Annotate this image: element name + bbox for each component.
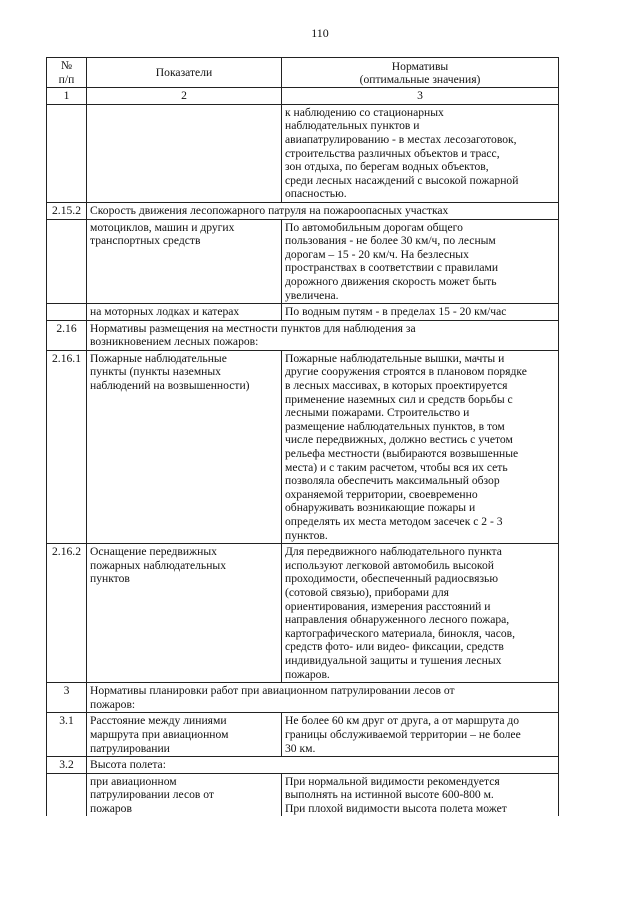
section-title: Нормативы размещения на местности пунктов для наблюдения за возникновением лесных пожаров: bbox=[87, 320, 559, 350]
table-row bbox=[47, 320, 559, 350]
row-indicator: на моторных лодках и катерах bbox=[87, 304, 282, 321]
table-row bbox=[47, 304, 559, 321]
table-row bbox=[47, 219, 559, 304]
standards-table bbox=[46, 57, 559, 816]
row-number: 3.1 bbox=[47, 713, 87, 757]
row-norm: По водным путям - в пределах 15 - 20 км/час bbox=[282, 304, 559, 321]
row-indicator: при авиационном патрулировании лесов от пожаров bbox=[87, 773, 282, 816]
row-number bbox=[47, 773, 87, 816]
row-number: 2.16.1 bbox=[47, 350, 87, 543]
row-indicator bbox=[87, 104, 282, 202]
column-number-row bbox=[47, 88, 559, 105]
row-number: 3.2 bbox=[47, 757, 87, 774]
row-norm: к наблюдению со стационарных наблюдательных пунктов и авиапатрулированию - в местах лесозаготовок, строительства различных объектов и трасс, зон отдыха, по берегам водных объектов, среди лесных насаждений с высокой пожарной опасностью. bbox=[282, 104, 559, 202]
table-row bbox=[47, 773, 559, 816]
table-row bbox=[47, 104, 559, 202]
table-row bbox=[47, 683, 559, 713]
column-number: 1 bbox=[47, 88, 87, 105]
column-number: 2 bbox=[87, 88, 282, 105]
row-number: 2.16.2 bbox=[47, 544, 87, 683]
row-number: 2.16 bbox=[47, 320, 87, 350]
section-title: Высота полета: bbox=[87, 757, 559, 774]
row-norm: По автомобильным дорогам общего пользования - не более 30 км/ч, по лесным дорогам – 15 - 20 км/ч. На безлесных пространствах в соответствии с правилами дорожного движения скорость может быть увеличена. bbox=[282, 219, 559, 304]
row-indicator: Оснащение передвижных пожарных наблюдательных пунктов bbox=[87, 544, 282, 683]
table-row bbox=[47, 350, 559, 543]
row-number: 2.15.2 bbox=[47, 202, 87, 219]
row-number bbox=[47, 304, 87, 321]
header-indicators: Показатели bbox=[87, 58, 282, 88]
section-title: Скорость движения лесопожарного патруля на пожароопасных участках bbox=[87, 202, 559, 219]
row-number bbox=[47, 219, 87, 304]
row-norm: Для передвижного наблюдательного пункта используют легковой автомобиль высокой проходимости, обеспеченный радиосвязью (сотовой связью), приборами для ориентирования, измерения расстояний и направления обнаруженного лесного пожара, картографического материала, бинокля, часов, средств фото- или видео- фиксации, средств индивидуальной защиты и тушения лесных пожаров. bbox=[282, 544, 559, 683]
table-row bbox=[47, 202, 559, 219]
row-indicator: мотоциклов, машин и других транспортных средств bbox=[87, 219, 282, 304]
row-norm: Пожарные наблюдательные вышки, мачты и другие сооружения строятся в плановом порядке в лесных массивах, в которых проектируется применение наземных сил и средств борьбы с лесными пожарами. Строительство и размещение наблюдательных пунктов, в том числе передвижных, должно вестись с учетом рельефа местности (выбираются возвышенные места) и с таким расчетом, чтобы вся их сеть позволяла обеспечить максимальный обзор охраняемой территории, своевременно обнаруживать возникающие пожары и определять их места методом засечек с 2 - 3 пунктов. bbox=[282, 350, 559, 543]
section-title: Нормативы планировки работ при авиационном патрулировании лесов от пожаров: bbox=[87, 683, 559, 713]
row-indicator: Расстояние между линиями маршрута при авиационном патрулировании bbox=[87, 713, 282, 757]
row-number bbox=[47, 104, 87, 202]
page-number: 110 bbox=[311, 26, 329, 40]
header-norms: Нормативы (оптимальные значения) bbox=[282, 58, 559, 88]
table-header-row bbox=[47, 58, 559, 88]
table-row bbox=[47, 544, 559, 683]
table-row bbox=[47, 713, 559, 757]
row-indicator: Пожарные наблюдательные пункты (пункты наземных наблюдений на возвышенности) bbox=[87, 350, 282, 543]
column-number: 3 bbox=[282, 88, 559, 105]
row-norm: Не более 60 км друг от друга, а от маршрута до границы обслуживаемой территории – не более 30 км. bbox=[282, 713, 559, 757]
header-num: № п/п bbox=[47, 58, 87, 88]
table-row bbox=[47, 757, 559, 774]
row-norm: При нормальной видимости рекомендуется выполнять на истинной высоте 600-800 м. При плохой видимости высота полета может bbox=[282, 773, 559, 816]
row-number: 3 bbox=[47, 683, 87, 713]
